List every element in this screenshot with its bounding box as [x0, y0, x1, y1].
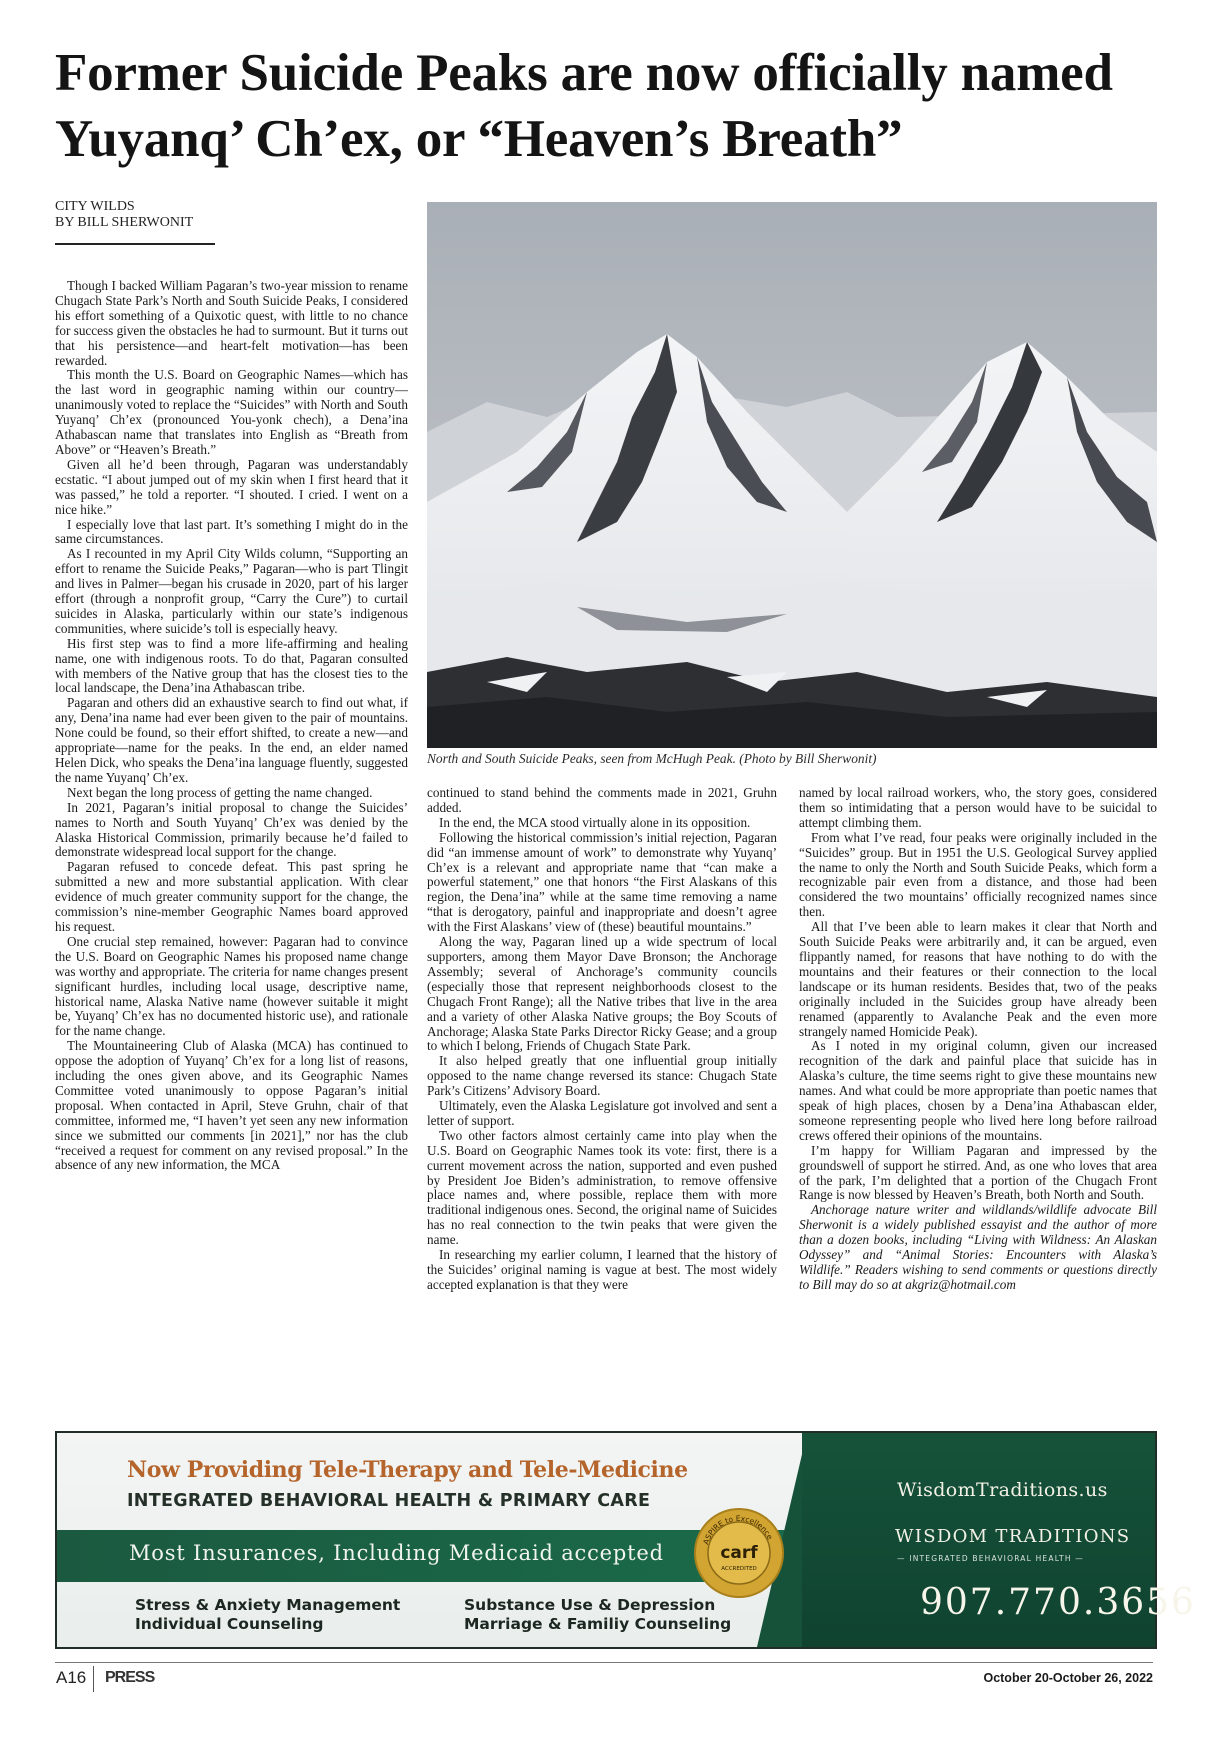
paragraph: In researching my earlier column, I learned that the history of the Suicides’ original naming is vague at best. The most widely accepted explanation is that they were: [427, 1247, 777, 1292]
column-name: CITY WILDS: [55, 199, 135, 214]
advertisement[interactable]: [55, 1431, 1196, 1649]
paragraph: As I recounted in my April City Wilds column, “Supporting an effort to rename the Suicide Peaks,” Pagaran—who is part Tlingit and lives in Palmer—began his crusade in 2020, part of his larger effort (through a nonprofit group, “Carry the Cure”) to curtail suicides in Alaska, particularly within our state’s indigenous communities, where suicide’s toll is especially heavy.: [55, 546, 408, 636]
photo-caption: North and South Suicide Peaks, seen from McHugh Peak. (Photo by Bill Sherwonit): [427, 751, 877, 766]
paragraph: This month the U.S. Board on Geographic Names—which has the last word in geographic naming within our country—unanimously voted to replace the “Suicides” with North and South Yuyanq’ Ch’ex (pronounced You-yonk chech), a Dena’ina Athabascan name that translates into English as “Breath from Above” or “Heaven’s Breath.”: [55, 367, 408, 457]
service-item: Individual Counseling: [135, 1615, 324, 1633]
paragraph: One crucial step remained, however: Pagaran had to convince the U.S. Board on Geographic Names his proposed name change was worthy and appropriate. The criteria for name changes present significant hurdles, including local usage, descriptive name, historical name, Alaska Native name (however suitable it might be, Yuyanq’ Ch’ex has no documented historic use), and rationale for the name change.: [55, 933, 408, 1039]
carf-seal-icon: [693, 1507, 785, 1599]
paragraph: Given all he’d been through, Pagaran was understandably ecstatic. “I about jumped out of my skin when I first heard that it was passed,” he told a reporter. “I shouted. I cried. I went on a nice hike.”: [55, 456, 408, 517]
ad-headline: Now Providing Tele-Therapy and Tele-Medicine: [127, 1457, 688, 1483]
article-column-1: [55, 279, 408, 1173]
seal-mark: carf: [720, 1543, 758, 1563]
paragraph: continued to stand behind the comments made in 2021, Gruhn added.: [427, 785, 777, 815]
seal-ring-text: ASPIRE to Excellence: [701, 1513, 775, 1546]
paragraph: Two other factors almost certainly came into play when the U.S. Board on Geographic Names took its vote: first, there is a current movement across the nation, supported and even pushed by President Joe Biden’s administration, to remove offensive place names and, where possible, replace them with more traditional indigenous ones. Second, the original name of Suicides has no real connection to the twin peaks that were given the name.: [427, 1127, 777, 1248]
paragraph: In 2021, Pagaran’s initial proposal to change the Suicides’ names to North and South Yuyanq’ Ch’ex was denied by the Alaska Historical Commission, primarily because he’d failed to demonstrate widespread local support for the change.: [55, 799, 408, 860]
page-number: A16: [56, 1668, 87, 1687]
ad-website[interactable]: WisdomTraditions.us: [897, 1479, 1108, 1501]
ad-phone-number[interactable]: 907.770.3656: [920, 1582, 1196, 1623]
ad-services-right: [464, 1596, 731, 1634]
kicker-rule: [55, 243, 215, 245]
paragraph: Next began the long process of getting the name changed.: [67, 784, 373, 800]
paragraph: Though I backed William Pagaran’s two-year mission to rename Chugach State Park’s North and South Suicide Peaks, I considered his effort something of a Quixotic quest, with little to no chance for success given the obstacles he had to surmount. But it turns out that his persistence—and heart-felt motivation—has been rewarded.: [55, 278, 408, 368]
paragraph: Following the historical commission’s initial rejection, Pagaran did “an immense amount of work” to demonstrate why Yuyanq’ Ch’ex is a relevant and appropriate name that “can make a powerful statement,” one that honors “the First Alaskans of this region, the Dena’ina” while at the same time removing a name “that is derogatory, painful and inappropriate and doesn’t agree with the First Alaskans’ view of (these) beautiful mountains.”: [427, 829, 777, 935]
ad-left-panel: [57, 1433, 802, 1647]
ad-brand-tagline: — INTEGRATED BEHAVIORAL HEALTH —: [897, 1554, 1084, 1563]
ad-insurance-text: Most Insurances, Including Medicaid accepted: [129, 1541, 664, 1565]
paragraph: From what I’ve read, four peaks were originally included in the “Suicides” group. But in 1951 the U.S. Geological Survey applied the name to only the North and South Suicide Peaks, which form a recognizable pair even from a distance, and those had been considered the two mountains’ officially recognized names since then.: [799, 829, 1157, 920]
paragraph: It also helped greatly that one influential group initially opposed to the name change reversed its stance: Chugach State Park’s Citizens’ Advisory Board.: [427, 1053, 777, 1099]
kicker: [55, 199, 193, 231]
paragraph: Ultimately, even the Alaska Legislature got involved and sent a letter of support.: [427, 1098, 777, 1128]
paragraph: In the end, the MCA stood virtually alone in its opposition.: [439, 814, 751, 830]
newspaper-logo: PRESS: [105, 1669, 155, 1686]
seal-accredited: ACCREDITED: [721, 1566, 757, 1572]
article-column-2: [427, 786, 777, 1293]
service-item: Substance Use & Depression: [464, 1596, 716, 1614]
issue-date: October 20-October 26, 2022: [983, 1671, 1153, 1685]
ad-services-left: [135, 1596, 400, 1634]
paragraph: All that I’ve been able to learn makes it clear that North and South Suicide Peaks were arbitrarily and, it can be argued, even flippantly named, for reasons that have nothing to do with the mountains and their features or their connection to the local landscape or its human residents. Besides that, two of the peaks originally included in the Suicides group have already been renamed (apparently to Avalanche Peak and the even more strangely named Homicide Peak).: [799, 919, 1157, 1039]
paragraph: Along the way, Pagaran lined up a wide spectrum of local supporters, among them Mayor Dave Bronson; the Anchorage Assembly; several of Anchorage’s community councils (especially those that represent neighborhoods closest to the Chugach Front Range); all the Native tribes that live in the area and a variety of other Alaska Native groups; the Boy Scouts of Anchorage; Alaska State Parks Director Ricky Gease; and a group to which I belong, Friends of Chugach State Park.: [427, 934, 777, 1054]
paragraph: Pagaran refused to concede defeat. This past spring he submitted a new and more substantial application. With clear evidence of much greater community support for the change, the commission’s nine-member Geographic Names board approved his request.: [55, 859, 408, 934]
paragraph: The Mountaineering Club of Alaska (MCA) has continued to oppose the adoption of Yuyanq’ Ch’ex for a long list of reasons, including the ones given above, and its Geographic Names Committee voted unanimously to oppose Pagaran’s initial proposal. When contacted in April, Steve Gruhn, chair of that committee, informed me, “I haven’t yet seen any new information since we submitted our comments [in 2021],” nor has the club “received a request for comment on any revised proposal.” In the absence of any new information, the MCA: [55, 1038, 408, 1173]
ad-brand-name: WISDOM TRADITIONS: [895, 1526, 1131, 1547]
footer-rule: [55, 1662, 1153, 1663]
paragraph: named by local railroad workers, who, the story goes, considered them so intimidating that a person would have to be suicidal to attempt climbing them.: [799, 785, 1157, 830]
byline: BY BILL SHERWONIT: [55, 215, 194, 230]
mountain-photo: [427, 202, 1157, 748]
service-item: Stress & Anxiety Management: [135, 1596, 401, 1614]
service-item: Marriage & Familiy Counseling: [464, 1615, 732, 1633]
ad-right-panel: [802, 1433, 1196, 1647]
author-bio: Anchorage nature writer and wildlands/wildlife advocate Bill Sherwonit is a widely published essayist and the author of more than a dozen books, including “Living with Wildness: An Alaskan Odyssey” and “Animal Stories: Encounters with Alaska’s Wildlife.” Readers wishing to send comments or questions directly to Bill may do so at akgriz@hotmail.com: [799, 1202, 1157, 1292]
paragraph: I especially love that last part. It’s something I might do in the same circumstances.: [55, 516, 408, 547]
headline: Former Suicide Peaks are now officially named Yuyanq’ Ch’ex, or “Heaven’s Breath”: [55, 44, 1113, 168]
footer-divider: [93, 1666, 94, 1692]
paragraph: His first step was to find a more life-affirming and healing name, one with indigenous roots. To do that, Pagaran consulted with members of the Native group that has the closest ties to the local landscape, the Dena’ina Athabascan tribe.: [55, 635, 408, 696]
ad-insurance-band: [57, 1530, 802, 1582]
ad-subhead: INTEGRATED BEHAVIORAL HEALTH & PRIMARY CARE: [127, 1491, 651, 1511]
paragraph: I’m happy for William Pagaran and impressed by the groundswell of support he stirred. And, as one who loves that area of the park, I’m delighted that a portion of the Chugach Front Range is now blessed by Heaven’s Breath, both North and South.: [799, 1142, 1157, 1203]
article-column-3: [799, 786, 1157, 1293]
paragraph: Pagaran and others did an exhaustive search to find out what, if any, Dena’ina name had ever been given to the pair of mountains. None could be found, so their effort shifted, to create a new—and appropriate—name for the peaks. In the end, an elder named Helen Dick, who speaks the Dena’ina language fluently, suggested the name Yuyanq’ Ch’ex.: [55, 695, 408, 785]
paragraph: As I noted in my original column, given our increased recognition of the dark and painful place that suicide has in Alaska’s culture, the time seems right to give these mountains new names. And what could be more appropriate than poetic names that speak of high places, chosen by a Dena’ina Athabascan elder, someone representing people who lived here long before railroad crews offered their opinions of the mountains.: [799, 1038, 1157, 1143]
